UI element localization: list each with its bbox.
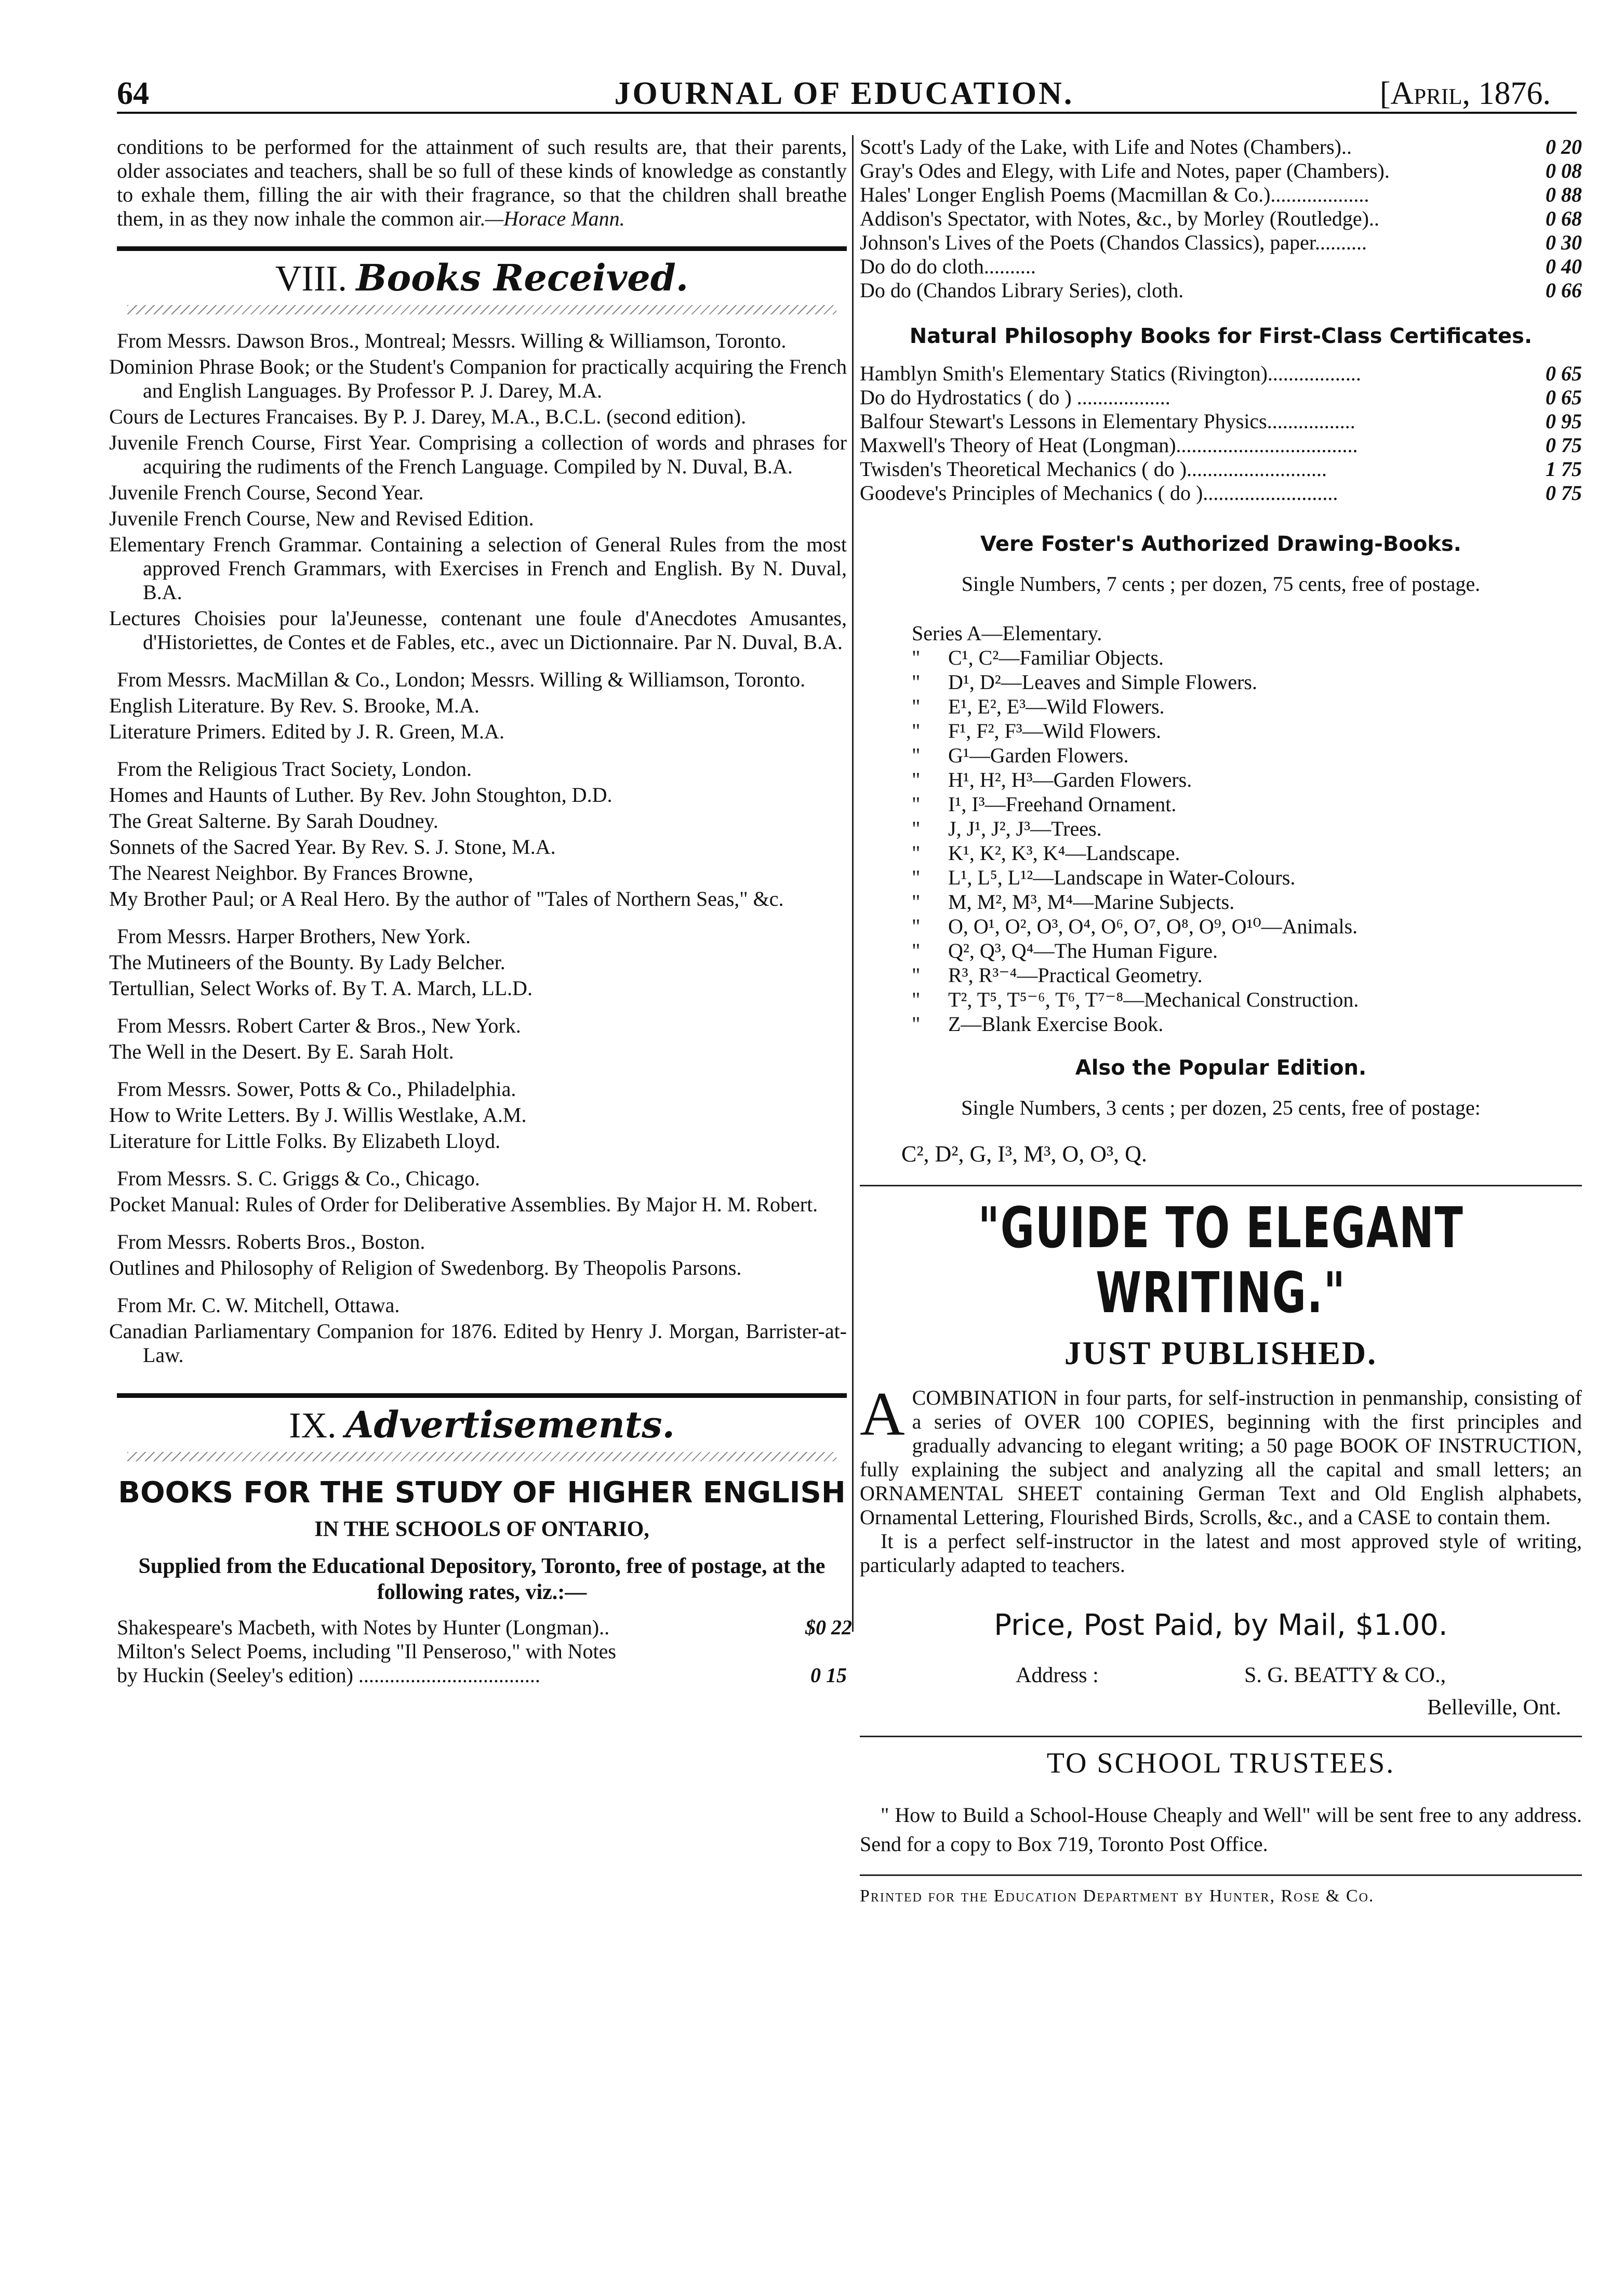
from-line: From Messrs. Robert Carter & Bros., New York. [117,1014,521,1037]
quote-author: —Horace Mann. [485,207,625,230]
ditto-mark: " [912,646,921,669]
from-line: From Messrs. Dawson Bros., Montreal; Messrs. Willing & Williamson, Toronto. [117,329,787,352]
page-number: 64 [117,76,149,111]
section-rule [117,246,847,251]
series-text: G¹—Garden Flowers. [948,744,1129,767]
book-title: Johnson's Lives of the Poets (Chandos Classics), paper.......... [860,231,1367,254]
price-row [860,481,1582,505]
price-line: Price, Post Paid, by Mail, $1.00. [994,1608,1448,1642]
book-title: Gray's Odes and Elegy, with Life and Notes, paper (Chambers). [860,159,1390,182]
book-price: 0 75 [1546,433,1582,457]
series-text: O, O¹, O², O³, O⁴, O⁶, O⁷, O⁸, O⁹, O¹⁰—Animals. [948,915,1358,938]
ditto-mark: " [912,939,921,962]
series-item [912,841,1582,865]
series-item [912,963,1582,987]
series-item [912,694,1582,719]
series-text: H¹, H², H³—Garden Flowers. [948,768,1192,791]
section-8-heading: VIII. Books Received. [275,256,689,299]
book-entry: Juvenile French Course, First Year. Comprising a collection of words and phrases for acquiring the rudiments of the French Language. Compiled by N. Duval, B.A. [109,431,847,478]
from-line: From Mr. C. W. Mitchell, Ottawa. [117,1293,400,1317]
footer-rule [860,1874,1582,1876]
book-title: Do do Hydrostatics ( do ) .................. [860,386,1170,409]
ditto-mark: " [912,841,921,865]
right-column [860,135,1582,1906]
book-entry: Canadian Parliamentary Companion for 1876. Edited by Henry J. Morgan, Barrister-at-Law. [109,1319,847,1367]
book-entry: The Nearest Neighbor. By Frances Browne, [109,861,473,884]
guide-description: A COMBINATION in four parts, for self-instruction in penmanship, consisting of a series of OVER 100 COPIES, beginning with the first principles and gradually advancing to elegant writing; a 50 page BOOK OF INSTRUCTION, fully explaining the subject and analyzing all the capital and small letters; an ORNAMENTAL SHEET containing German Text and Old English alphabets, Ornamental Lettering, Flourished Birds, Scrolls, &c., and a CASE to contain them. [860,1379,1582,1529]
book-title: Balfour Stewart's Lessons in Elementary Physics................. [860,409,1355,433]
trustees-body: " How to Build a School-House Cheaply and Well" will be sent free to any address. Send for a copy to Box 719, Toronto Post Office. [860,1803,1582,1856]
from-line: From Messrs. Harper Brothers, New York. [117,924,471,948]
book-price: 1 75 [1546,457,1582,481]
series-text: T², T⁵, T⁵⁻⁶, T⁶, T⁷⁻⁸—Mechanical Construction. [948,988,1359,1011]
series-text: Q², Q³, Q⁴—The Human Figure. [948,939,1218,962]
series-item [912,743,1582,768]
book-entry: Literature Primers. Edited by J. R. Green, M.A. [109,720,504,743]
book-price: 0 40 [1546,255,1582,278]
price-row [860,159,1582,183]
ditto-mark: " [912,963,921,987]
printer-credit: Printed for the Education Department by Hunter, Rose & Co. [860,1886,1375,1906]
price-row [860,433,1582,457]
book-entry: Dominion Phrase Book; or the Student's Companion for practically acquiring the French and English Languages. By Professor P. J. Darey, M.A. [109,355,847,402]
book-title: Twisden's Theoretical Mechanics ( do )........................... [860,457,1327,481]
ditto-mark: " [912,695,921,718]
price-row [860,362,1582,386]
nat-phil-heading: Natural Philosophy Books for First-Class Certificates. [909,324,1533,348]
series-item [912,987,1582,1012]
book-entry: Juvenile French Course, Second Year. [109,481,424,504]
wavy-rule [127,305,836,314]
book-entry: How to Write Letters. By J. Willis Westlake, A.M. [109,1103,527,1127]
from-line: From the Religious Tract Society, London. [117,757,472,781]
price-row [117,1663,847,1687]
book-entry: Literature for Little Folks. By Elizabeth Lloyd. [109,1129,501,1153]
ad-rule [860,1736,1582,1737]
book-price: 0 08 [1546,159,1582,182]
drop-cap: A [860,1379,905,1448]
ad-subtitle: IN THE SCHOOLS OF ONTARIO, [314,1517,649,1541]
left-column [109,135,852,1687]
ditto-mark: " [912,890,921,914]
series-item [912,792,1582,816]
book-entry: Elementary French Grammar. Containing a selection of General Rules from the most approved French Grammars, with Exercises in French and English. By N. Duval, B.A. [109,533,847,604]
series-text: J, J¹, J², J³—Trees. [948,817,1102,840]
book-entry: Juvenile French Course, New and Revised Edition. [109,507,534,530]
books-received-list [109,329,847,1367]
ditto-mark: " [912,988,921,1011]
book-title: Scott's Lady of the Lake, with Life and Notes (Chambers).. [860,135,1352,158]
trustees-title: TO SCHOOL TRUSTEES. [1046,1747,1395,1779]
series-item [912,865,1582,890]
book-title: Do do (Chandos Library Series), cloth. [860,279,1184,302]
book-title: Milton's Select Poems, including "Il Penseroso," with Notes [117,1640,616,1663]
from-line: From Messrs. S. C. Griggs & Co., Chicago. [117,1167,480,1190]
series-text: C¹, C²—Familiar Objects. [948,646,1164,669]
guide-title: "GUIDE TO ELEGANT WRITING." [978,1196,1464,1326]
ditto-mark: " [912,670,921,694]
address [860,1663,1582,1688]
series-item [912,816,1582,841]
book-title: Shakespeare's Macbeth, with Notes by Hunter (Longman).. [117,1616,610,1639]
series-text: M, M², M³, M⁴—Marine Subjects. [948,890,1235,914]
book-price: 0 95 [1546,409,1582,433]
section-9-heading: IX. Advertisements. [289,1403,675,1446]
ditto-mark: " [912,866,921,889]
popular-list: C², D², G, I³, M³, O, O³, Q. [901,1141,1147,1167]
series-text: F¹, F², F³—Wild Flowers. [948,719,1161,743]
series-list [912,621,1582,1036]
popular-prices: Single Numbers, 3 cents ; per dozen, 25 cents, free of postage: [961,1096,1481,1119]
book-title: Goodeve's Principles of Mechanics ( do ).......................... [860,481,1338,505]
book-title: Maxwell's Theory of Heat (Longman)................................... [860,433,1358,457]
series-item [912,914,1582,939]
issue-date: [April, 1876. [1379,76,1551,111]
book-title: Hales' Longer English Poems (Macmillan & Co.)................... [860,183,1369,206]
book-entry: Pocket Manual: Rules of Order for Deliberative Assemblies. By Major H. M. Robert. [109,1193,818,1216]
ditto-mark: " [912,719,921,743]
nat-phil-list [860,362,1582,505]
price-row [860,183,1582,207]
series-text: R³, R³⁻⁴—Practical Geometry. [948,963,1203,987]
book-entry: The Mutineers of the Bounty. By Lady Belcher. [109,950,505,974]
series-item [912,645,1582,670]
book-price: 0 75 [1546,481,1582,505]
series-text: I¹, I³—Freehand Ornament. [948,792,1177,816]
header-rule [117,112,1577,114]
ditto-mark: " [912,768,921,791]
vere-foster-heading: Vere Foster's Authorized Drawing-Books. [980,532,1461,556]
series-text: D¹, D²—Leaves and Simple Flowers. [948,670,1257,694]
book-title: Hamblyn Smith's Elementary Statics (Rivington).................. [860,362,1361,385]
column-divider [852,135,854,1632]
book-entry: Tertullian, Select Works of. By T. A. March, LL.D. [109,976,533,1000]
book-price: 0 65 [1546,386,1582,409]
journal-title: JOURNAL OF EDUCATION. [614,76,1074,111]
book-entry: Lectures Choisies pour la'Jeunesse, contenant une foule d'Anecdotes Amusantes, d'Historiettes, de Contes et de Fables, etc., avec un Dictionnaire. Par N. Duval, B.A. [109,606,847,654]
book-price: $0 22 [805,1616,852,1639]
ditto-mark: " [912,744,921,767]
book-entry: The Well in the Desert. By E. Sarah Holt. [109,1040,454,1063]
price-row [117,1616,852,1640]
series-item [912,670,1582,694]
price-row [117,1640,847,1663]
book-entry: English Literature. By Rev. S. Brooke, M.A. [109,694,480,717]
from-line: From Messrs. MacMillan & Co., London; Messrs. Willing & Williamson, Toronto. [117,668,806,691]
ad-supplied: Supplied from the Educational Depository, Toronto, free of postage, at the following rates, viz.:— [138,1554,826,1604]
series-text: K¹, K², K³, K⁴—Landscape. [948,841,1180,865]
book-entry: Homes and Haunts of Luther. By Rev. John Stoughton, D.D. [109,783,613,807]
guide-description-2: It is a perfect self-instructor in the latest and most approved style of writing, particularly adapted to teachers. [860,1529,1582,1577]
book-entry: Cours de Lectures Francaises. By P. J. Darey, M.A., B.C.L. (second edition). [109,405,747,428]
ad-title: BOOKS FOR THE STUDY OF HIGHER ENGLISH [118,1476,846,1510]
book-entry: Sonnets of the Sacred Year. By Rev. S. J. Stone, M.A. [109,835,556,858]
book-price: 0 66 [1546,279,1582,302]
price-row [860,409,1582,433]
series-item [912,939,1582,963]
price-row [860,457,1582,481]
address-name: S. G. BEATTY & CO., [1244,1663,1446,1687]
series-item: Series A—Elementary. [912,622,1102,645]
page-header [117,70,1572,117]
ad-rule [860,1185,1582,1186]
address-label: Address : [1016,1663,1099,1687]
book-title: Do do do cloth.......... [860,255,1036,278]
book-price: 0 65 [1546,362,1582,385]
book-price-list [860,135,1582,302]
series-text: L¹, L⁵, L¹²—Landscape in Water-Colours. [948,866,1296,889]
ditto-mark: " [912,915,921,938]
price-row [860,386,1582,409]
section-rule [117,1393,847,1398]
book-price [805,1640,847,1663]
price-row [860,135,1582,159]
series-item [912,890,1582,914]
from-line: From Messrs. Roberts Bros., Boston. [117,1230,425,1253]
book-price: 0 88 [1546,183,1582,206]
price-row [860,231,1582,255]
book-price: 0 20 [1546,135,1582,158]
book-entry: The Great Salterne. By Sarah Doudney. [109,809,438,832]
series-item [912,1012,1582,1036]
book-price: 0 15 [810,1663,847,1687]
ditto-mark: " [912,817,921,840]
series-text: Z—Blank Exercise Book. [948,1012,1164,1036]
vere-prices: Single Numbers, 7 cents ; per dozen, 75 cents, free of postage. [961,572,1481,596]
popular-edition-heading: Also the Popular Edition. [1075,1056,1367,1080]
ditto-mark: " [912,792,921,816]
series-text: E¹, E², E³—Wild Flowers. [948,695,1165,718]
ad-price-list [117,1616,852,1687]
just-published: JUST PUBLISHED. [1064,1334,1378,1371]
from-line: From Messrs. Sower, Potts & Co., Philadelphia. [117,1077,516,1101]
wavy-rule [127,1452,836,1461]
book-price: 0 68 [1546,207,1582,230]
ditto-mark: " [912,1012,921,1036]
series-item [912,719,1582,743]
price-row [860,255,1582,279]
series-item [912,768,1582,792]
book-entry: My Brother Paul; or A Real Hero. By the author of "Tales of Northern Seas," &c. [109,887,784,910]
book-title: Addison's Spectator, with Notes, &c., by Morley (Routledge).. [860,207,1379,230]
price-row [860,279,1582,302]
book-title: by Huckin (Seeley's edition) ................................... [117,1663,540,1687]
book-entry: Outlines and Philosophy of Religion of Swedenborg. By Theopolis Parsons. [109,1256,742,1279]
address-city: Belleville, Ont. [1427,1696,1561,1720]
price-row [860,207,1582,231]
book-price: 0 30 [1546,231,1582,254]
horace-mann-quote: conditions to be performed for the attainment of such results are, that their parents, older associates and teachers, shall be so full of these kinds of knowledge as constantly to exhale them, filling the air with their fragrance, so that the children shall breathe them, in as they now inhale the common air.—Horace Mann. [117,135,847,230]
